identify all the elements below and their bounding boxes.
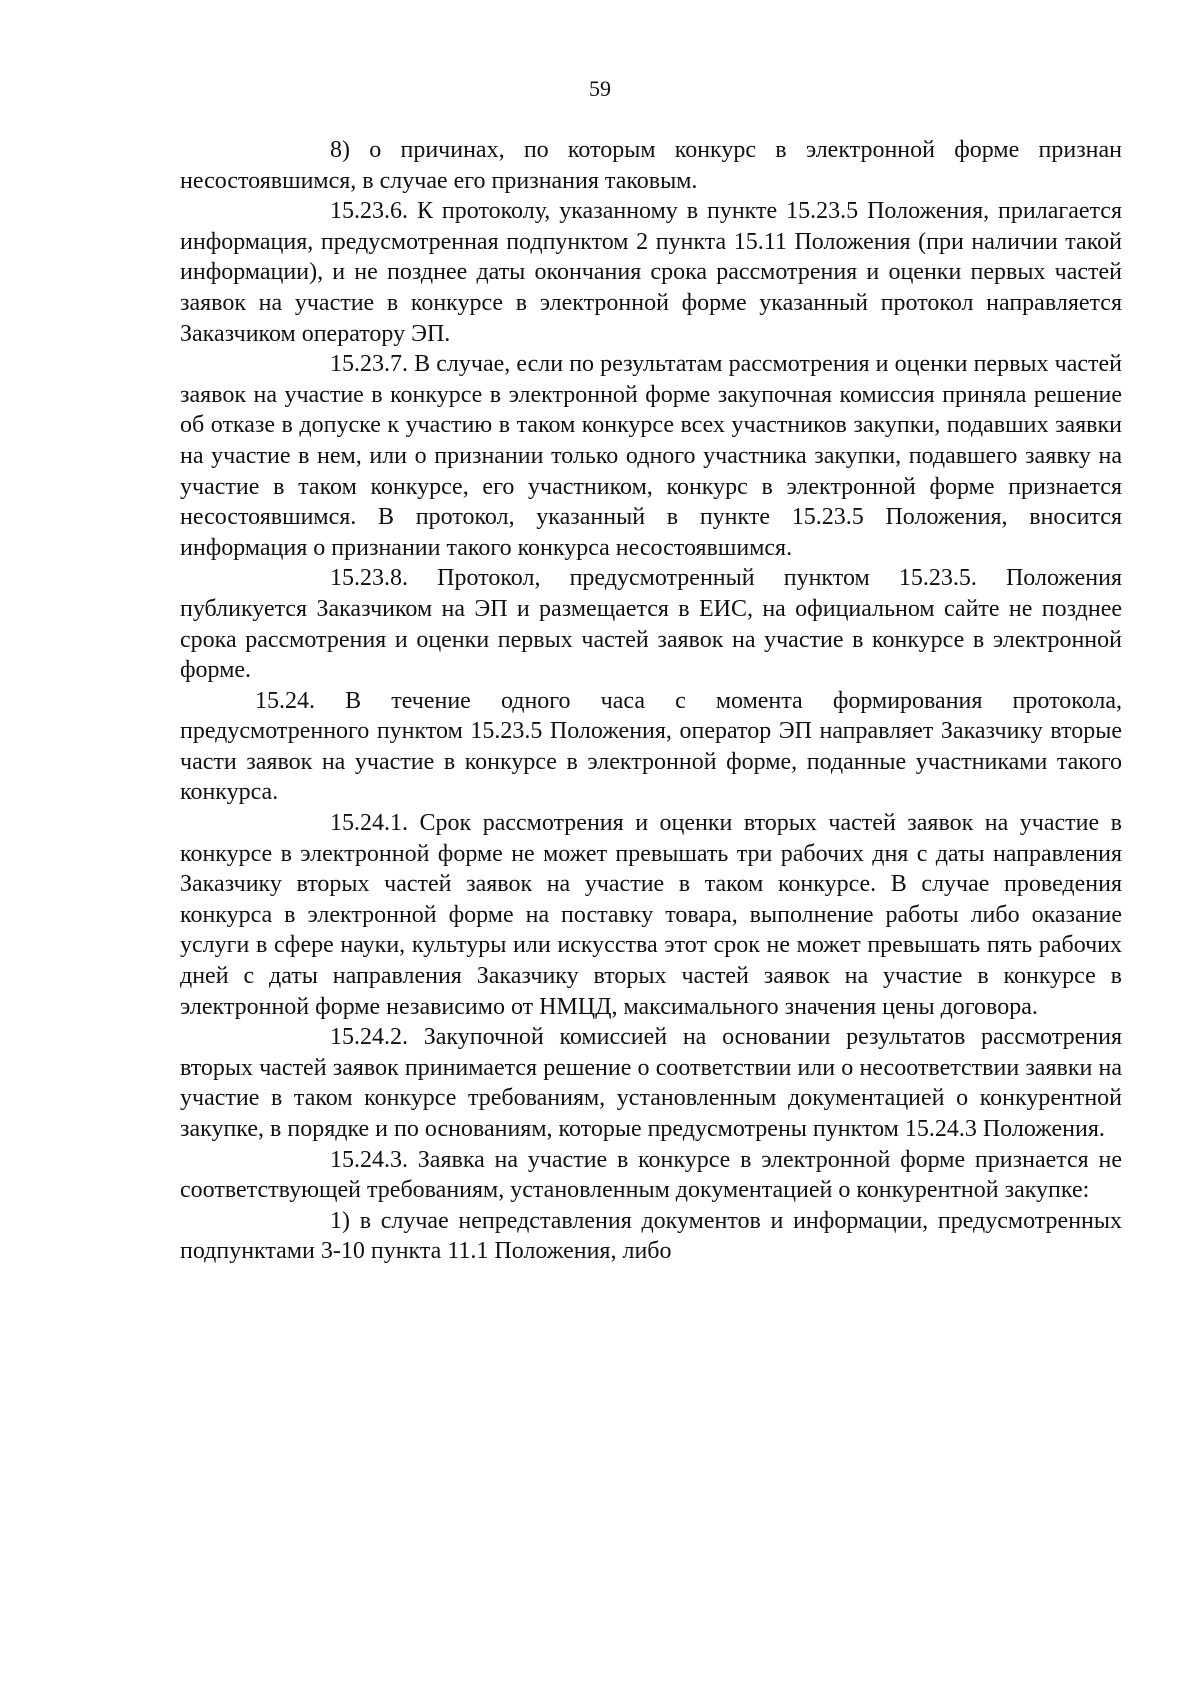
- paragraph-text: Срок рассмотрения и оценки вторых частей заявок на участие в конкурсе в электронной форме не может превышать три рабочих дня с даты направления Заказчику вторых частей заявок на участие в таком конкурсе. В случае проведения конкурса в электронной форме на поставку товара, выполнение работы либо оказание услуги в сфере науки, культуры или искусства этот срок не может превышать пять рабочих дней с даты направления Заказчику вторых частей заявок на участие в конкурсе в электронной форме независимо от НМЦД, максимального значения цены договора.: [180, 810, 1123, 1020]
- paragraph-text: 15.24. В течение одного часа с момента формирования протокола, предусмотренного пунктом 15.23.5 Положения, оператор ЭП направляет Заказчику вторые части заявок на участие в конкурсе в электронной форме, поданные участниками такого конкурса.: [180, 687, 1122, 806]
- paragraph-number: 15.23.8.: [330, 565, 408, 592]
- paragraph-item-8: [180, 135, 1122, 196]
- paragraph-number: 15.24.3.: [330, 1146, 408, 1173]
- paragraph-15-23-7: [180, 349, 1122, 563]
- paragraph-15-24: [180, 686, 1122, 808]
- paragraph-number: 15.24.2.: [330, 1024, 408, 1051]
- paragraph-text: В случае, если по результатам рассмотрения и оценки первых частей заявок на участие в конкурсе в электронной форме закупочная комиссия приняла решение об отказе в допуске к участию в таком конкурсе всех участников закупки, подавших заявки на участие в нем, или о признании только одного участника закупки, подавшего заявку на участие в таком конкурсе, его участником, конкурс в электронной форме признается несостоявшимся. В протокол, указанный в пункте 15.23.5 Положения, вносится информация о признании такого конкурса несостоявшимся.: [180, 351, 1123, 561]
- paragraph-number: 8): [330, 137, 350, 163]
- paragraph-15-24-2: [180, 1022, 1122, 1144]
- paragraph-text: о причинах, по которым конкурс в электронной форме признан несостоявшимся, в случае его признания таковым.: [180, 137, 1123, 194]
- paragraph-text: Заявка на участие в конкурсе в электронной форме признается не соответствующей требованиям, установленным документацией о конкурентной закупке:: [180, 1146, 1122, 1204]
- paragraph-text: Закупочной комиссией на основании результатов рассмотрения вторых частей заявок принимается решение о соответствии или о несоответствии заявки на участие в таком конкурсе требованиям, установленным документацией о конкурентной закупке, в порядке и по основаниям, которые предусмотрены пунктом 15.24.3 Положения.: [180, 1024, 1122, 1142]
- paragraph-text: в случае непредставления документов и информации, предусмотренных подпунктами 3-10 пункта 11.1 Положения, либо: [180, 1207, 1123, 1265]
- document-body: [180, 135, 1122, 1267]
- paragraph-15-23-8: [180, 563, 1122, 685]
- paragraph-15-24-3: [180, 1145, 1122, 1206]
- paragraph-text: К протоколу, указанному в пункте 15.23.5 Положения, прилагается информация, предусмотренная подпунктом 2 пункта 15.11 Положения (при наличии такой информации), и не позднее даты окончания срока рассмотрения и оценки первых частей заявок на участие в конкурсе в электронной форме указанный протокол направляется Заказчиком оператору ЭП.: [180, 198, 1122, 347]
- paragraph-text: Протокол, предусмотренный пунктом 15.23.5. Положения публикуется Заказчиком на ЭП и размещается в ЕИС, на официальном сайте не позднее срока рассмотрения и оценки первых частей заявок на участие в конкурсе в электронной форме.: [180, 565, 1123, 684]
- page-number: 59: [589, 76, 611, 101]
- paragraph-number: 15.24.1.: [330, 810, 408, 837]
- paragraph-15-23-6: [180, 196, 1122, 349]
- paragraph-15-24-1: [180, 808, 1122, 1022]
- paragraph-number: 15.23.6.: [330, 198, 408, 225]
- paragraph-item-1: [180, 1206, 1122, 1267]
- paragraph-number: 15.23.7.: [330, 351, 408, 378]
- paragraph-number: 1): [330, 1207, 350, 1234]
